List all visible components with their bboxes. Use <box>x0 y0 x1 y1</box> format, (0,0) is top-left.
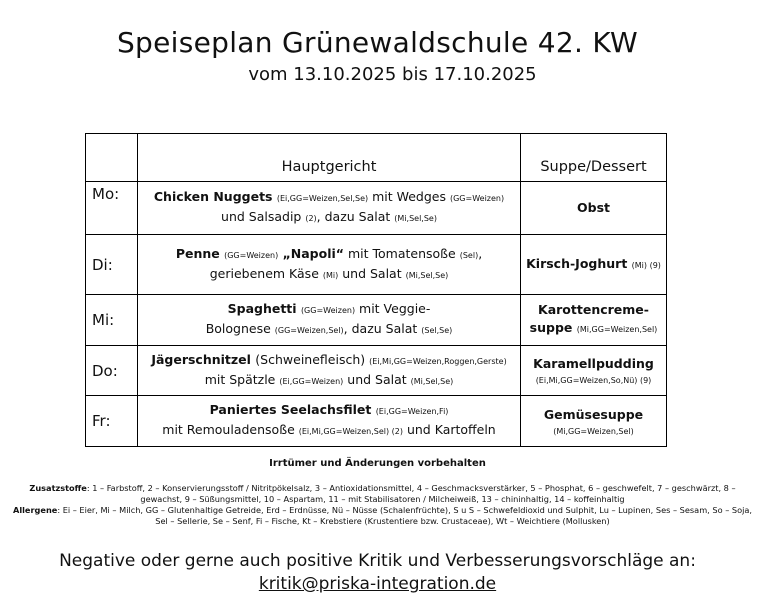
dish-text: , <box>478 245 483 261</box>
dish-text: Jägerschnitzel <box>151 351 256 367</box>
table-row <box>86 396 667 447</box>
dish-text: mit Veggie- <box>355 301 431 316</box>
allergen-note: (Ei,Mi,GG=Weizen,Sel) (2) <box>298 427 403 436</box>
header-side: Suppe/Dessert <box>521 134 667 182</box>
dish-line <box>138 351 520 371</box>
header-main: Hauptgericht <box>138 134 521 182</box>
allergen-note: (2) <box>305 214 317 223</box>
table-row <box>86 235 667 295</box>
header-day <box>86 134 138 182</box>
allergen-note: (Mi,GG=Weizen,Sel) <box>553 426 634 436</box>
dish-text: suppe <box>529 320 577 335</box>
day-cell: Do: <box>86 346 138 396</box>
allergens-text: : Ei – Eier, Mi – Milch, GG – Glutenhaltige Getreide, Erd – Erdnüsse, Nü – Nüsse (Schalenfrüchte), S u S – Schwefeldioxid und Sulphit, Lu – Lupinen, Ses – Sesam, So – Soja, Sel – Sellerie, Se – Senf, Fi – Fische, Kt – Krebstiere (Krustentiere bzw. Crustaceae), Wt – Weichtiere (Mollusken) <box>57 505 752 526</box>
dish-line <box>521 424 666 437</box>
allergen-note: (Mi,Sel,Se) <box>405 270 449 280</box>
dish-text: Bolognese <box>205 321 275 336</box>
allergen-note: (Ei,GG=Weizen,Sel,Se) <box>276 194 369 203</box>
dish-text: Penne <box>175 245 225 261</box>
allergen-note: (Ei,GG=Weizen,Fi) <box>375 407 449 416</box>
dish-line <box>138 371 520 391</box>
allergen-note: (Ei,Mi,GG=Weizen,Roggen,Gerste) <box>369 356 507 366</box>
dish-line <box>521 406 666 424</box>
main-dish-cell <box>138 182 521 235</box>
allergen-note: (Sel) <box>459 250 479 260</box>
dish-text: , dazu Salat <box>343 321 422 336</box>
feedback-footer <box>0 550 755 596</box>
allergen-note: (Mi) <box>322 270 339 280</box>
side-dish-cell <box>521 396 667 447</box>
allergen-note: (GG=Weizen,Sel) <box>274 326 344 335</box>
dish-line <box>138 188 520 208</box>
allergen-note: (Mi,Sel,Se) <box>394 214 437 223</box>
dish-text: und Salat <box>338 265 406 281</box>
feedback-email-link[interactable]: kritik@priska-integration.de <box>258 574 497 594</box>
feedback-text: Negative oder gerne auch positive Kritik und Verbesserungsvorschläge an: <box>59 551 696 571</box>
main-dish-cell <box>138 346 521 396</box>
dish-line <box>138 265 520 285</box>
dish-line <box>521 355 666 373</box>
dish-text: Spaghetti <box>227 301 301 316</box>
additives-label: Zusatzstoffe <box>29 483 87 493</box>
dish-text: Paniertes Seelachsfilet <box>209 402 376 417</box>
dish-text: Karamellpudding <box>533 356 654 371</box>
allergen-note: (Mi,GG=Weizen,Sel) <box>576 325 658 334</box>
dish-text: mit Wedges <box>368 189 450 204</box>
dish-text: Karottencreme- <box>538 302 649 317</box>
day-cell: Mo: <box>86 182 138 235</box>
dish-text: und Salsadip <box>221 209 306 224</box>
allergen-note: (Ei,Mi,GG=Weizen,So,Nü) (9) <box>535 376 652 385</box>
dish-line <box>138 300 520 320</box>
dish-line <box>521 319 666 339</box>
date-range: vom 13.10.2025 bis 17.10.2025 <box>248 64 537 85</box>
main-dish-cell <box>138 235 521 295</box>
legend <box>10 483 755 527</box>
side-dish-cell <box>521 346 667 396</box>
dish-text: Chicken Nuggets <box>153 189 277 204</box>
dish-text: Obst <box>577 200 610 215</box>
dish-line <box>521 373 666 386</box>
allergen-note: (Mi,Sel,Se) <box>410 376 454 386</box>
side-dish-cell <box>521 182 667 235</box>
disclaimer: Irrtümer und Änderungen vorbehalten <box>269 458 486 469</box>
main-dish-cell <box>138 396 521 447</box>
dish-line <box>138 401 520 421</box>
day-cell: Fr: <box>86 396 138 447</box>
allergens-legend <box>10 505 755 527</box>
dish-text: (Schweinefleisch) <box>255 351 370 367</box>
table-row <box>86 295 667 346</box>
dish-text: und Salat <box>343 371 411 387</box>
dish-text: Kirsch-Joghurt <box>526 255 632 271</box>
dish-text: , dazu Salat <box>316 209 395 224</box>
dish-text: und Kartoffeln <box>402 422 496 437</box>
allergens-label: Allergene <box>12 505 58 515</box>
dish-text: mit Remouladensoße <box>162 422 299 437</box>
allergen-note: (Sel,Se) <box>421 326 453 335</box>
allergen-note: (Mi) (9) <box>631 260 661 270</box>
dish-line <box>138 208 520 228</box>
side-dish-cell <box>521 295 667 346</box>
allergen-note: (Ei,GG=Weizen) <box>279 376 344 386</box>
additives-text: : 1 – Farbstoff, 2 – Konservierungsstoff / Nitritpökelsalz, 3 – Antioxidationsmittel, 4 – Geschmacksverstärker, 5 – Phosphat, 6 – geschwefelt, 7 – geschwärzt, 8 – gewachst, 9 – Süßungsmittel, 10 – Aspartam, 11 – mit Stabilisatoren / Milcheiweiß, 13 – chininhaltig, 14 – koffeinhaltig <box>86 483 736 504</box>
additives-legend <box>10 483 755 505</box>
dish-line <box>521 199 666 217</box>
day-cell: Di: <box>86 235 138 295</box>
dish-line <box>521 255 666 275</box>
allergen-note: (GG=Weizen) <box>300 306 356 315</box>
table-row <box>86 346 667 396</box>
menu-table <box>85 133 667 447</box>
dish-text: Gemüsesuppe <box>543 406 644 422</box>
allergen-note: (GG=Weizen) <box>449 194 505 203</box>
page-title: Speiseplan Grünewaldschule 42. KW <box>116 26 639 59</box>
side-dish-cell <box>521 235 667 295</box>
dish-line <box>138 320 520 340</box>
table-row <box>86 182 667 235</box>
allergen-note: (GG=Weizen) <box>224 250 279 260</box>
dish-text: mit Tomatensoße <box>344 245 460 261</box>
dish-text: mit Spätzle <box>204 371 280 387</box>
table-header-row <box>86 134 667 182</box>
dish-line <box>138 421 520 441</box>
dish-text: geriebenem Käse <box>209 265 323 281</box>
day-cell: Mi: <box>86 295 138 346</box>
main-dish-cell <box>138 295 521 346</box>
dish-line <box>138 245 520 265</box>
dish-line <box>521 301 666 319</box>
dish-text: „Napoli“ <box>278 245 345 261</box>
